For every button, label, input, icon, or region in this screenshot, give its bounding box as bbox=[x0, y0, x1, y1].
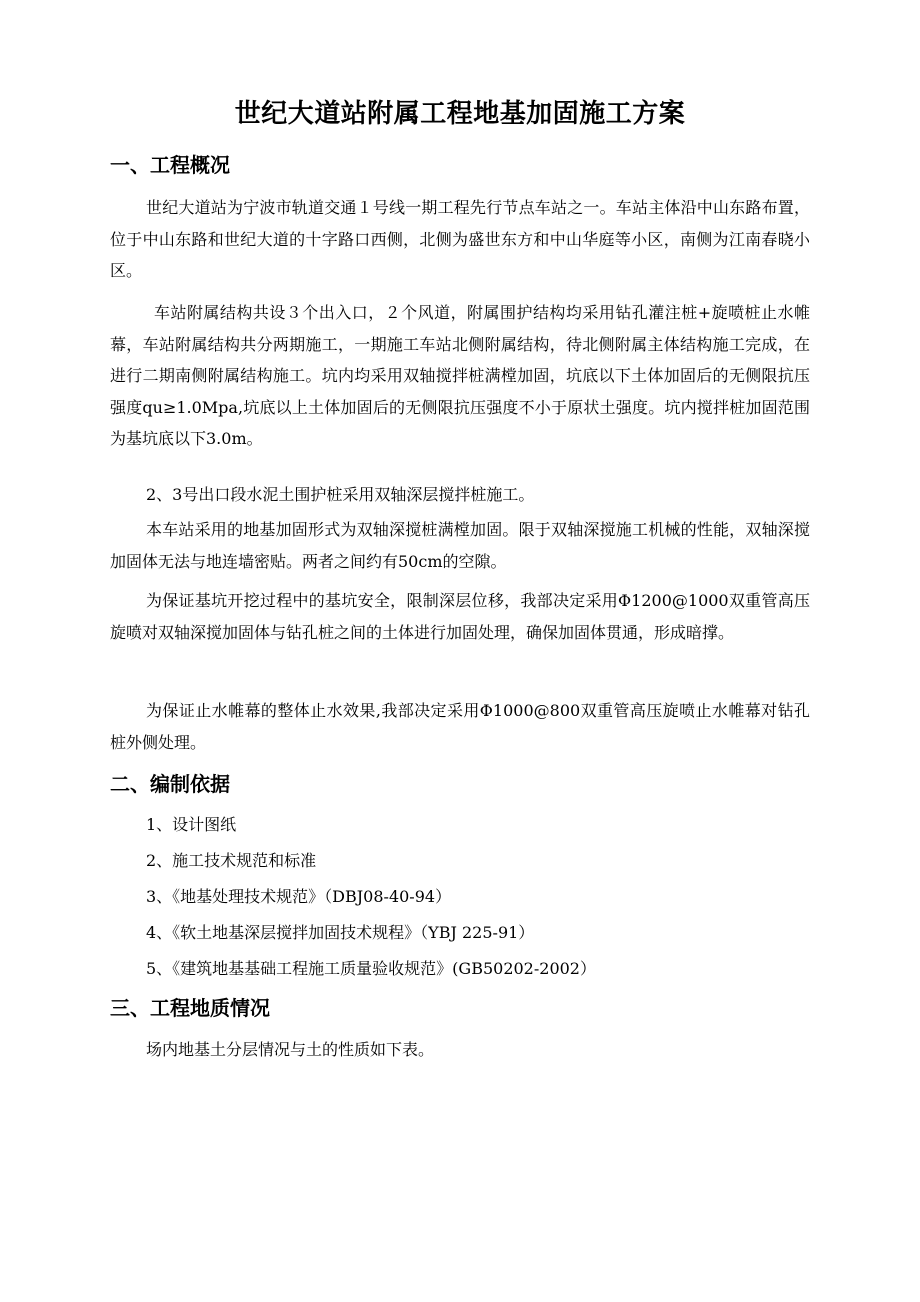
basis-item: 4、《软土地基深层搅拌加固技术规程》（YBJ 225-91） bbox=[146, 923, 535, 942]
section-heading-overview: 一、工程概况 bbox=[110, 153, 230, 177]
paragraph-waterproof-curtain: 为保证止水帷幕的整体止水效果,我部决定采用Φ1000@800双重管高压旋喷止水帷幕对钻孔桩外侧处理。 bbox=[110, 701, 810, 752]
basis-item: 1、设计图纸 bbox=[146, 815, 237, 834]
basis-item: 3、《地基处理技术规范》（DBJ08-40-94） bbox=[146, 887, 452, 906]
basis-item: 2、施工技术规范和标准 bbox=[146, 851, 317, 870]
section-heading-geology: 三、工程地质情况 bbox=[110, 996, 270, 1020]
paragraph-structure-description: 车站附属结构共设３个出入口，２个风道，附属围护结构均采用钻孔灌注桩+旋喷桩止水帷幕，车站附属结构共分两期施工，一期施工车站北侧附属结构，待北侧附属主体结构施工完成，在进行二期南侧附属结构施工。坑内均采用双轴搅拌桩满樘加固，坑底以下土体加固后的无侧限抗压强度qu≥1.0Mpa,坑底以上土体加固后的无侧限抗压强度不小于原状土强度。坑内搅拌桩加固范围为基坑底以下3.0m。 bbox=[110, 303, 810, 448]
paragraph-reinforcement-form: 本车站采用的地基加固形式为双轴深搅桩满樘加固。限于双轴深搅施工机械的性能，双轴深搅加固体无法与地连墙密贴。两者之间约有50cm的空隙。 bbox=[110, 520, 810, 571]
paragraph-station-location: 世纪大道站为宁波市轨道交通１号线一期工程先行节点车站之一。车站主体沿中山东路布置，位于中山东路和世纪大道的十字路口西侧，北侧为盛世东方和中山华庭等小区，南侧为江南春晓小区。 bbox=[110, 198, 810, 280]
section-heading-basis: 二、编制依据 bbox=[110, 772, 230, 796]
document-title: 世纪大道站附属工程地基加固施工方案 bbox=[234, 99, 686, 129]
paragraph-jet-grouting: 为保证基坑开挖过程中的基坑安全，限制深层位移，我部决定采用Φ1200@1000双重管高压旋喷对双轴深搅加固体与钻孔桩之间的土体进行加固处理，确保加固体贯通，形成暗撑。 bbox=[110, 591, 810, 642]
paragraph-soil-layers: 场内地基土分层情况与土的性质如下表。 bbox=[146, 1040, 435, 1059]
basis-item: 5、《建筑地基基础工程施工质量验收规范》(GB50202-2002） bbox=[146, 959, 596, 978]
paragraph-exit-piles: 2、3号出口段水泥土围护桩采用双轴深层搅拌桩施工。 bbox=[146, 485, 535, 504]
